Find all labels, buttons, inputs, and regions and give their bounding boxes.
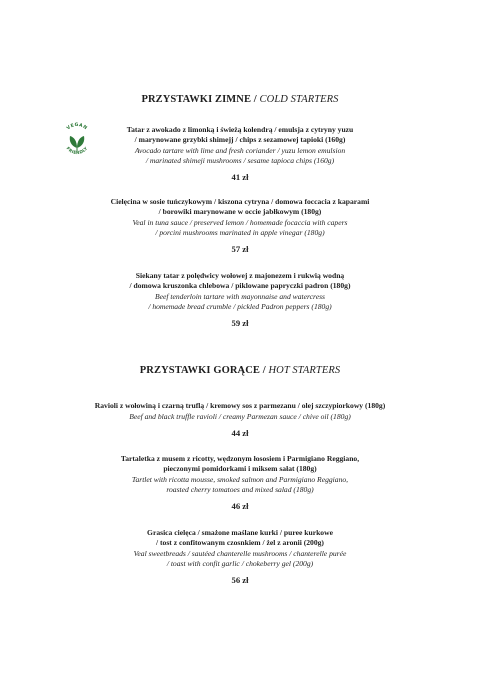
dish-description-en: Veal sweetbreads / sautéed chanterelle mushrooms / chanterelle purée / toast with confit garlic / chokeberry gel (200g) <box>133 549 347 568</box>
dish-name-pl: Tatar z awokado z limonką i świeżą kolendrą / emulsja z cytryny yuzu / marynowane grzybki shimejj / chips z sezamowej tapioki (160g) <box>126 125 354 144</box>
badge-top-text: VEGAN <box>66 122 88 132</box>
dish-description-en: Veal in tuna sauce / preserved lemon / homemade focaccia with capers / porcini mushrooms marinated in apple vinegar (180g) <box>132 218 348 237</box>
menu-item <box>40 454 440 511</box>
menu-item <box>40 125 440 182</box>
dish-name-pl: Ravioli z wołowiną i czarną truflą / kremowy sos z parmezanu / olej szczypiorkowy (180g) <box>94 401 386 410</box>
dish-name-pl: Grasica cielęca / smażone maślane kurki / puree kurkowe / tost z confitowanym czosnkiem / żel z aronii (200g) <box>147 528 333 547</box>
dish-price: 44 zł <box>231 428 249 438</box>
dish-name-pl: Siekany tatar z polędwicy wołowej z majonezem i rukwią wodną / domowa kruszonka chlebowa / piklowane papryczki padron (180g) <box>129 271 351 290</box>
dish-price: 59 zł <box>231 318 249 328</box>
dish-name-pl: Cielęcina w sosie tuńczykowym / kiszona cytryna / domowa foccacia z kaparami / borowiki marynowane w occie jabłkowym (180g) <box>110 197 370 216</box>
dish-price: 56 zł <box>231 575 249 585</box>
menu-item <box>40 197 440 254</box>
dish-description-en: Avocado tartare with lime and fresh coriander / yuzu lemon emulsion / marinated shimeji mushrooms / sesame tapioca chips (160g) <box>134 146 346 165</box>
dish-description-en: Beef tenderloin tartare with mayonnaise and watercress / homemade bread crumble / pickled Padron peppers (180g) <box>148 292 332 311</box>
dish-name-pl: Tartaletka z musem z ricotty, wędzonym łososiem i Parmigiano Reggiano, pieczonymi pomidorkami i miksem sałat (180g) <box>120 454 360 473</box>
dish-description-en: Tartlet with ricotta mousse, smoked salmon and Parmigiano Reggiano, roasted cherry tomatoes and mixed salad (180g) <box>131 475 349 494</box>
dish-price: 57 zł <box>231 244 249 254</box>
dish-price: 46 zł <box>231 501 249 511</box>
dish-description-en: Beef and black truffle ravioli / creamy Parmezan sauce / chive oil (180g) <box>129 412 351 421</box>
section-title-cold-starters: PRZYSTAWKI ZIMNE / COLD STARTERS <box>141 94 339 105</box>
menu-item <box>40 271 440 328</box>
section-title-hot-starters: PRZYSTAWKI GORĄCE / HOT STARTERS <box>139 365 341 376</box>
dish-price: 41 zł <box>231 172 249 182</box>
menu-item <box>40 528 440 585</box>
menu-item <box>40 401 440 438</box>
badge-bottom-text: FRIENDLY <box>65 145 89 156</box>
